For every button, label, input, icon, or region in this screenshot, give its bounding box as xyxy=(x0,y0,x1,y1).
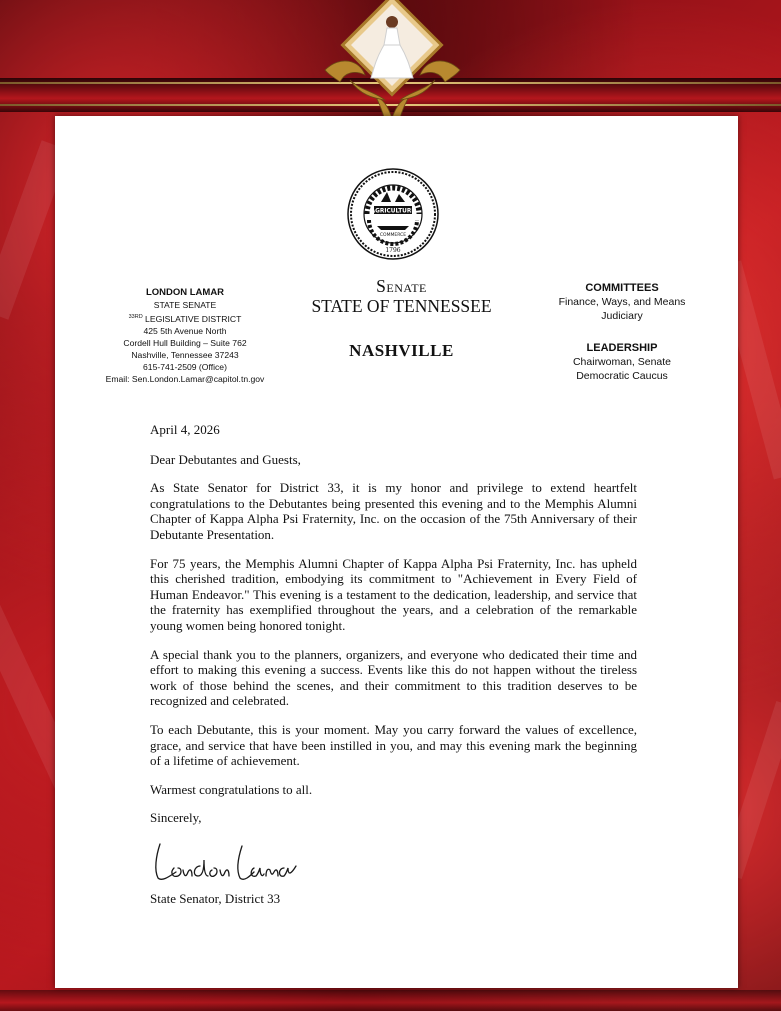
signature-title: State Senator, District 33 xyxy=(150,891,281,906)
bottom-frame-band xyxy=(0,990,781,1011)
senator-name: LONDON LAMAR xyxy=(145,287,225,298)
committee-item: Finance, Ways, and Means xyxy=(558,296,686,308)
city-heading: NASHVILLE xyxy=(349,341,454,360)
contact-line xyxy=(85,311,285,325)
committees-block xyxy=(541,281,703,383)
contact-email: Email: Sen.London.Lamar@capitol.tn.gov xyxy=(105,373,265,384)
letter-paragraph: A special thank you to the planners, organizers, and everyone who dedicated their time and effort to making this evening a success. Events like this do not happen without the tireless work of those behind the scenes, and their commitment to this tradition deserves to be recognized and celebrated. xyxy=(150,646,637,709)
letter-body xyxy=(150,422,637,839)
letter-paragraph: For 75 years, the Memphis Alumni Chapter of Kappa Alpha Psi Fraternity, Inc. has upheld this cherished tradition, embodying its commitment to "Achievement in Every Field of Human Endeavor." This evening is a testament to the dedication, leadership, and service that the fraternity has exemplified throughout the years, and a celebration of the remarkable young women being honored tonight. xyxy=(150,555,637,633)
seal-agriculture-text: AGRICULTURE xyxy=(370,208,416,215)
senate-heading: Senate xyxy=(376,276,427,296)
contact-line: Cordell Hull Building – Suite 762 xyxy=(123,337,247,348)
letter-date: April 4, 2026 xyxy=(150,422,220,437)
letter-signoff: Sincerely, xyxy=(150,810,202,826)
contact-line: Nashville, Tennessee 37243 xyxy=(131,349,239,360)
contact-line: STATE SENATE xyxy=(153,300,217,310)
letter-paper xyxy=(55,116,738,988)
letter-salutation: Dear Debutantes and Guests, xyxy=(150,451,301,467)
committee-item: Judiciary xyxy=(601,310,643,322)
leadership-item: Democratic Caucus xyxy=(576,370,668,382)
district-text: LEGISLATIVE DISTRICT xyxy=(142,313,242,324)
seal-year-text: 1796 xyxy=(385,247,401,254)
state-seal-icon xyxy=(347,168,439,260)
senator-contact-block xyxy=(85,287,285,385)
letterhead-title-block xyxy=(275,276,528,361)
letter-paragraph: To each Debutante, this is your moment. May you carry forward the values of excellence, grace, and service that have been instilled in you, and may this evening mark the beginning of a lifetime of achievement. xyxy=(150,721,637,769)
contact-phone: 615-741-2509 (Office) xyxy=(143,361,227,372)
contact-line: 425 5th Avenue North xyxy=(143,325,227,336)
seal-commerce-text: COMMERCE xyxy=(379,233,407,238)
letter-closing-line: Warmest congratulations to all. xyxy=(150,781,313,797)
handwritten-signature xyxy=(150,836,300,888)
letter-paragraph: As State Senator for District 33, it is my honor and privilege to extend heartfelt congratulations to the Debutantes being presented this evening and to the Memphis Alumni Chapter of Kappa Alpha Psi Fraternity, Inc. on the occasion of the 75th Anniversary of their Debutante Presentation. xyxy=(150,480,637,542)
state-heading: STATE OF TENNESSEE xyxy=(311,296,492,316)
district-superscript: 33RD xyxy=(128,314,143,320)
leadership-item: Chairwoman, Senate xyxy=(572,356,672,368)
leadership-heading: LEADERSHIP xyxy=(586,342,658,354)
committees-heading: COMMITTEES xyxy=(585,282,659,294)
